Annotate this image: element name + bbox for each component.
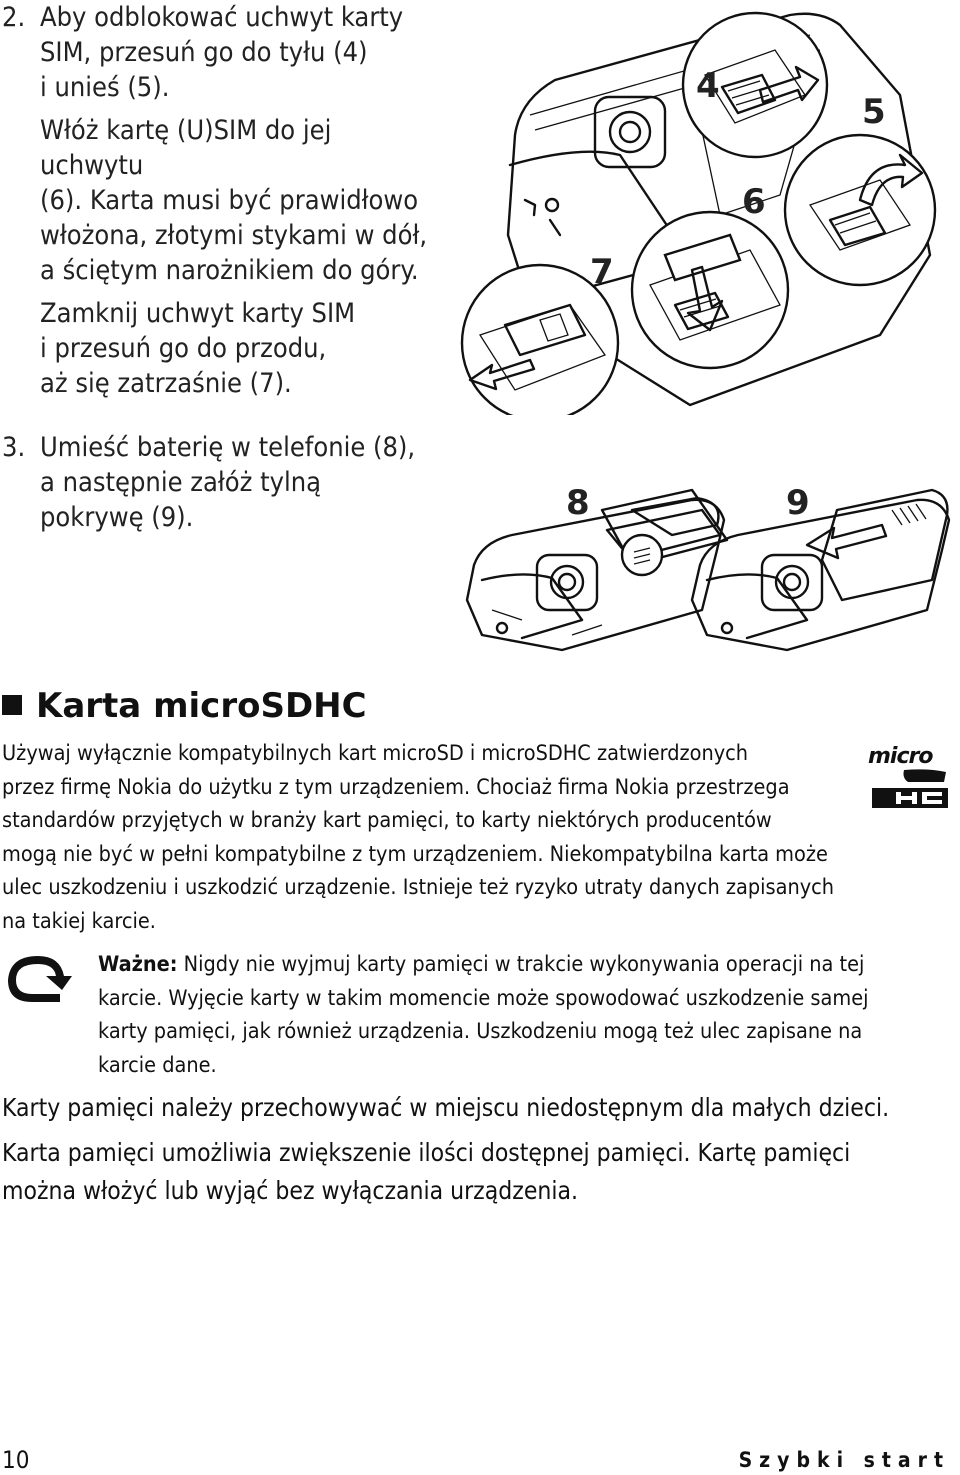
paragraph-line: standardów przyjętych w branży kart pamięci, to karty niektórych producentów	[2, 808, 772, 833]
step-2-line: (6). Karta musi być prawidłowo	[40, 185, 419, 216]
important-note-icon	[2, 950, 76, 1008]
label-8: 8	[566, 483, 590, 523]
page-number: 10	[2, 1446, 30, 1474]
step-2-line: aż się zatrzaśnie (7).	[40, 368, 292, 399]
label-7: 7	[590, 252, 614, 292]
paragraph-line: na takiej karcie.	[2, 908, 156, 934]
step-2-text	[2, 0, 442, 401]
battery-cover-illustration	[462, 470, 952, 665]
step-3-line: a następnie załóż tylną	[40, 467, 322, 498]
step-2-line: SIM, przesuń go do tyłu (4)	[40, 37, 368, 68]
important-line: karty pamięci, jak również urządzenia. Uszkodzeniu mogą też ulec zapisane na	[98, 1019, 863, 1044]
label-6: 6	[742, 182, 766, 222]
label-9: 9	[786, 483, 810, 523]
note-line: można włożyć lub wyjąć bez wyłączania urządzenia.	[2, 1176, 578, 1205]
step-2-line: Włóż kartę (U)SIM do jej uchwytu	[40, 115, 332, 181]
important-line: Nigdy nie wyjmuj karty pamięci w trakcie wykonywania operacji na tej	[177, 952, 865, 977]
paragraph-line: mogą nie być w pełni kompatybilne z tym urządzeniem. Niekompatybilna karta może	[2, 841, 828, 867]
step-2-line: włożona, złotymi stykami w dół,	[40, 220, 428, 251]
step-2-number: 2.	[2, 2, 26, 33]
paragraph-line: przez firmę Nokia do użytku z tym urządzeniem. Chociaż firma Nokia przestrzega	[2, 774, 790, 800]
important-label: Ważne:	[98, 952, 178, 977]
section-title: Karta microSDHC	[36, 686, 367, 726]
microsdhc-logo-text: micro	[868, 744, 933, 769]
important-line: karcie dane.	[98, 1052, 217, 1078]
section-paragraph	[2, 737, 902, 938]
step-3-line: Umieść baterię w telefonie (8),	[40, 432, 416, 463]
sim-card-illustration	[460, 5, 950, 415]
important-note	[98, 948, 928, 1082]
note-line: Karta pamięci umożliwia zwiększenie ilości dostępnej pamięci. Kartę pamięci	[2, 1138, 851, 1167]
section-heading	[2, 686, 367, 726]
paragraph-line: Używaj wyłącznie kompatybilnych kart microSD i microSDHC zatwierdzonych	[2, 741, 749, 766]
step-3-number: 3.	[2, 432, 26, 463]
label-4: 4	[696, 66, 720, 106]
step-2-line: i unieś (5).	[40, 72, 170, 103]
step-2-line: a ściętym narożnikiem do góry.	[40, 255, 419, 286]
step-2-line: i przesuń go do przodu,	[40, 333, 327, 364]
important-line: karcie. Wyjęcie karty w takim momencie może spowodować uszkodzenie samej	[98, 985, 869, 1011]
note-line: Karty pamięci należy przechowywać w miejscu niedostępnym dla małych dzieci.	[2, 1093, 890, 1122]
step-3-line: pokrywę (9).	[40, 502, 194, 533]
paragraph-line: ulec uszkodzeniu i uszkodzić urządzenie. Istnieje też ryzyko utraty danych zapisanych	[2, 875, 835, 900]
closing-notes	[2, 1089, 952, 1210]
step-2-line: Aby odblokować uchwyt karty	[40, 2, 404, 33]
section-bullet-icon	[2, 695, 22, 715]
step-2-line: Zamknij uchwyt karty SIM	[40, 298, 356, 329]
section-footer: Szybki start	[738, 1448, 950, 1472]
step-3-text	[2, 430, 442, 535]
label-5: 5	[862, 92, 886, 132]
